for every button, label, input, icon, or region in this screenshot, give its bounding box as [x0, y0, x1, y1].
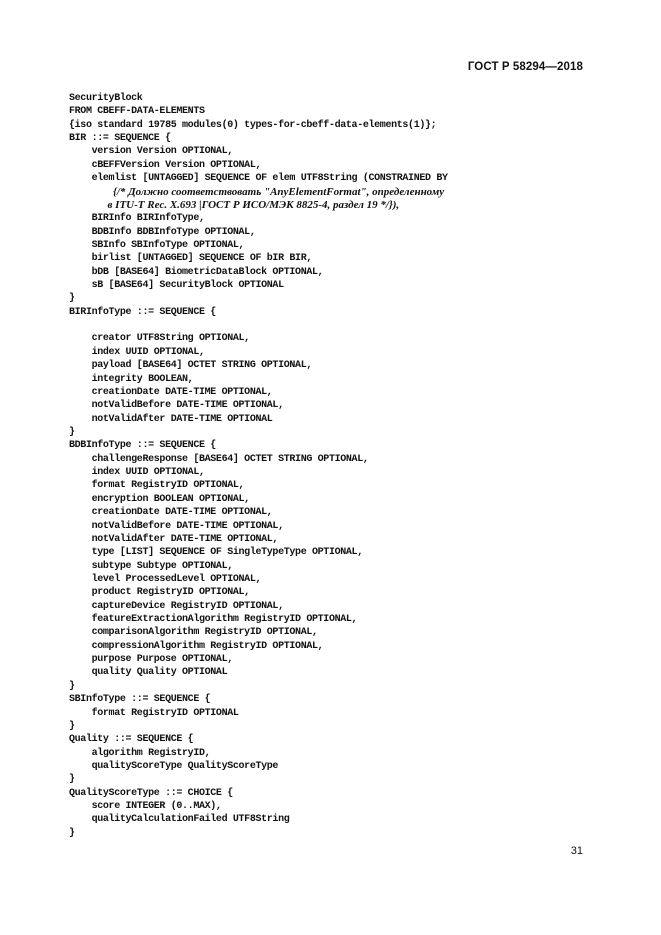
- code-line: BDBInfoType ::= SEQUENCE {: [69, 440, 216, 452]
- code-line: }: [69, 774, 75, 786]
- code-line: format RegistryID OPTIONAL,: [69, 480, 245, 492]
- code-line: BIRInfoType ::= SEQUENCE {: [69, 306, 216, 318]
- code-line: qualityScoreType QualityScoreType: [69, 760, 279, 772]
- code-line: BIRInfo BIRInfoType,: [69, 213, 205, 225]
- code-line: FROM CBEFF-DATA-ELEMENTS: [69, 106, 205, 118]
- code-line: payload [BASE64] OCTET STRING OPTIONAL,: [69, 360, 312, 372]
- code-line: BIR ::= SEQUENCE {: [69, 133, 171, 145]
- code-line: creationDate DATE-TIME OPTIONAL,: [69, 386, 273, 398]
- code-line: cBEFFVersion Version OPTIONAL,: [69, 159, 262, 171]
- page-number: 31: [570, 845, 583, 857]
- code-line: subtype Subtype OPTIONAL,: [69, 560, 233, 572]
- code-line: }: [69, 426, 75, 438]
- code-line: creator UTF8String OPTIONAL,: [69, 333, 250, 345]
- code-line: index UUID OPTIONAL,: [69, 467, 205, 479]
- code-line: creationDate DATE-TIME OPTIONAL,: [69, 507, 273, 519]
- code-line: notValidAfter DATE-TIME OPTIONAL,: [69, 533, 279, 545]
- code-line: algorithm RegistryID,: [69, 747, 211, 759]
- code-line: elemlist [UNTAGGED] SEQUENCE OF elem UTF8String (CONSTRAINED BY: [69, 173, 448, 185]
- page-header: ГОСТ Р 58294—2018: [467, 61, 583, 73]
- code-line: bDB [BASE64] BiometricDataBlock OPTIONAL,: [69, 266, 324, 278]
- code-line: sB [BASE64] SecurityBlock OPTIONAL: [69, 280, 284, 292]
- code-line: notValidAfter DATE-TIME OPTIONAL: [69, 413, 273, 425]
- code-line: }: [69, 720, 75, 732]
- code-line: featureExtractionAlgorithm RegistryID OPTIONAL,: [69, 614, 358, 626]
- code-line: type [LIST] SEQUENCE OF SingleTypeType OPTIONAL,: [69, 547, 363, 559]
- code-line: }: [69, 827, 75, 839]
- code-line: SBInfoType ::= SEQUENCE {: [69, 694, 211, 706]
- code-line: format RegistryID OPTIONAL: [69, 707, 239, 719]
- code-line: compressionAlgorithm RegistryID OPTIONAL,: [69, 640, 324, 652]
- code-line: level ProcessedLevel OPTIONAL,: [69, 573, 262, 585]
- code-line: SecurityBlock: [69, 93, 143, 104]
- code-line: }: [69, 680, 75, 692]
- code-line: SBInfo SBInfoType OPTIONAL,: [69, 239, 245, 251]
- code-line: Quality ::= SEQUENCE {: [69, 734, 194, 746]
- asn1-code-block: [69, 92, 609, 840]
- code-line: notValidBefore DATE-TIME OPTIONAL,: [69, 400, 284, 412]
- code-line: }: [69, 293, 75, 305]
- code-line: integrity BOOLEAN,: [69, 373, 194, 385]
- code-line: qualityCalculationFailed UTF8String: [69, 814, 290, 826]
- code-line: {iso standard 19785 modules(0) types-for-cbeff-data-elements(1)};: [69, 119, 437, 131]
- code-line: в ITU-T Rec. X.693 |ГОСТ Р ИСО/МЭК 8825-4, раздел 19 */}),: [69, 198, 400, 211]
- code-line: [69, 319, 609, 332]
- code-line: index UUID OPTIONAL,: [69, 346, 205, 358]
- code-line: version Version OPTIONAL,: [69, 146, 233, 158]
- code-line: birlist [UNTAGGED] SEQUENCE OF bIR BIR,: [69, 253, 312, 265]
- code-line: purpose Purpose OPTIONAL,: [69, 654, 233, 666]
- code-line: comparisonAlgorithm RegistryID OPTIONAL,: [69, 627, 318, 639]
- code-line: notValidBefore DATE-TIME OPTIONAL,: [69, 520, 284, 532]
- code-line: score INTEGER (0..MAX),: [69, 801, 222, 813]
- code-line: encryption BOOLEAN OPTIONAL,: [69, 493, 250, 505]
- code-line: captureDevice RegistryID OPTIONAL,: [69, 600, 284, 612]
- code-line: {/* Должно соответствовать "AnyElementFormat", определенному: [69, 185, 445, 198]
- code-line: quality Quality OPTIONAL: [69, 667, 228, 679]
- code-line: QualityScoreType ::= CHOICE {: [69, 787, 233, 799]
- code-line: BDBInfo BDBInfoType OPTIONAL,: [69, 226, 256, 238]
- code-line: challengeResponse [BASE64] OCTET STRING OPTIONAL,: [69, 453, 369, 465]
- code-line: product RegistryID OPTIONAL,: [69, 587, 250, 599]
